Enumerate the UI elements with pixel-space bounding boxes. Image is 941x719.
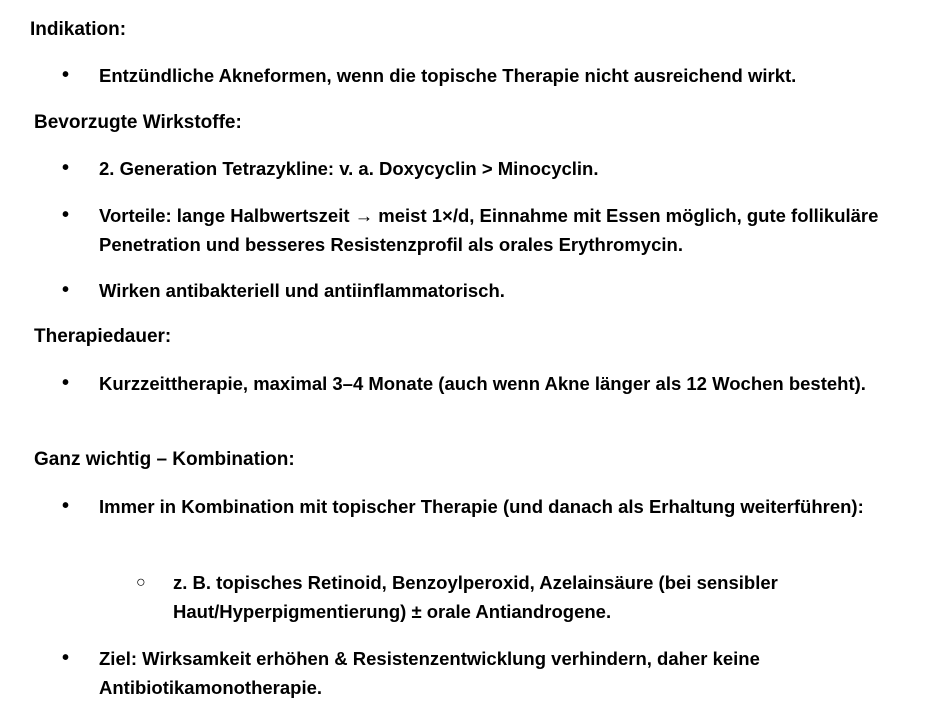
list-item-text: Kurzzeittherapie, maximal 3–4 Monate (auch wenn Akne länger als 12 Wochen besteht).	[99, 373, 866, 394]
list-item	[62, 369, 922, 398]
list-item-text: Entzündliche Akneformen, wenn die topische Therapie nicht ausreichend wirkt.	[99, 65, 797, 86]
heading-indikation: Indikation:	[30, 19, 127, 40]
sub-list-item	[136, 568, 906, 626]
list-item	[62, 154, 922, 183]
circle-bullet-icon: ○	[136, 574, 146, 591]
bullet-icon: •	[62, 64, 70, 86]
bullet-icon: •	[62, 279, 70, 301]
list-item-text: Vorteile: lange Halbwertszeit → meist 1×/d, Einnahme mit Essen möglich, gute follikuläre Penetration und besseres Resistenzprofil als orales Erythromycin.	[99, 205, 879, 255]
list-item	[62, 492, 922, 521]
sub-list-item-text: z. B. topisches Retinoid, Benzoylperoxid, Azelainsäure (bei sensibler Haut/Hyperpigmentierung) ± orale Antiandrogene.	[173, 572, 778, 622]
heading-kombination: Ganz wichtig – Kombination:	[34, 449, 295, 470]
list-item-text: Ziel: Wirksamkeit erhöhen & Resistenzentwicklung verhindern, daher keine Antibiotikamonotherapie.	[99, 648, 760, 698]
bullet-icon: •	[62, 372, 70, 394]
list-item	[62, 276, 922, 305]
list-item	[62, 201, 922, 259]
list-item-text: Wirken antibakteriell und antiinflammatorisch.	[99, 280, 505, 301]
list-item-text: 2. Generation Tetrazykline: v. a. Doxycyclin > Minocyclin.	[99, 158, 599, 179]
list-item	[62, 61, 922, 90]
list-item-text: Immer in Kombination mit topischer Therapie (und danach als Erhaltung weiterführen):	[99, 496, 864, 517]
bullet-icon: •	[62, 204, 70, 226]
list-item	[62, 644, 922, 702]
bullet-icon: •	[62, 495, 70, 517]
heading-bevorzugte-wirkstoffe: Bevorzugte Wirkstoffe:	[34, 112, 242, 133]
bullet-icon: •	[62, 157, 70, 179]
bullet-icon: •	[62, 647, 70, 669]
heading-therapiedauer: Therapiedauer:	[34, 326, 172, 347]
